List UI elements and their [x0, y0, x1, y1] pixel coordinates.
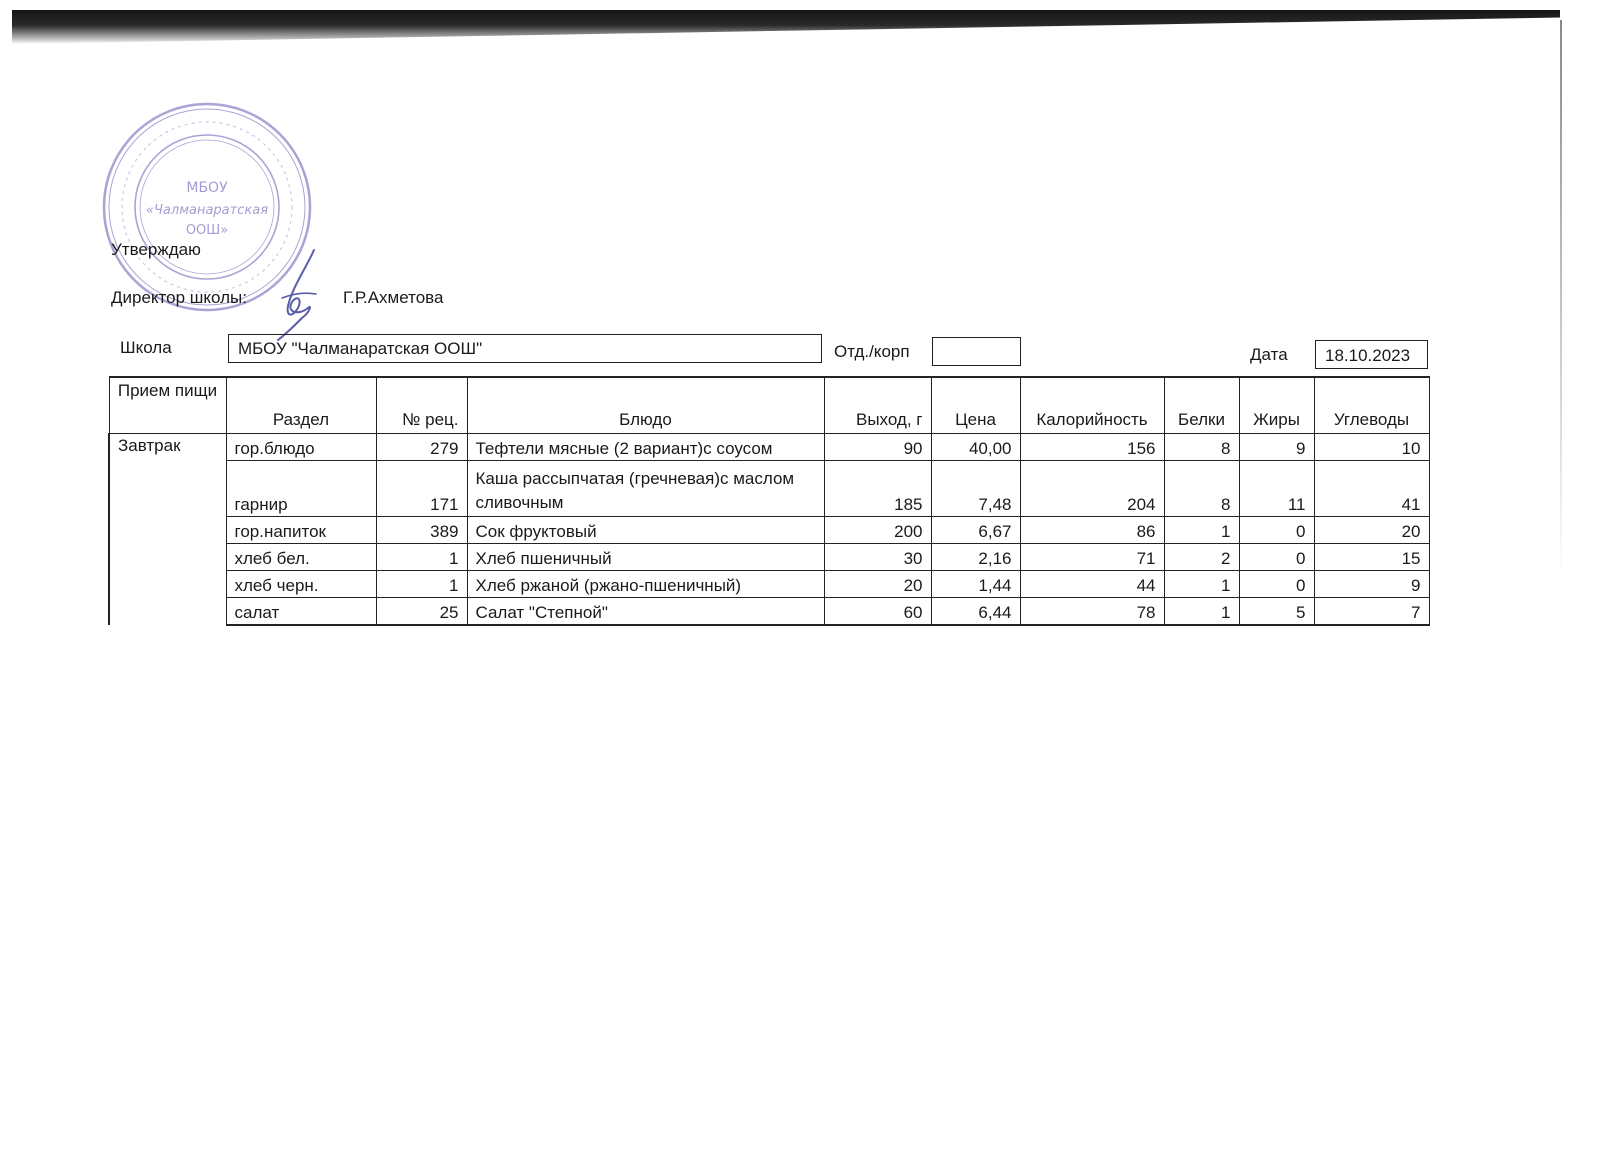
section-cell: гор.напиток [226, 517, 376, 544]
director-signature [262, 246, 334, 342]
stamp-line-3: ООШ» [185, 223, 229, 238]
yield-cell: 200 [824, 517, 931, 544]
meal-cell: Завтрак [109, 434, 226, 626]
school-label: Школа [120, 338, 172, 357]
calories-cell: 86 [1020, 517, 1164, 544]
protein-cell: 2 [1164, 544, 1239, 571]
recipe-cell: 279 [376, 434, 467, 461]
protein-cell: 1 [1164, 571, 1239, 598]
column-header: Выход, г [824, 377, 931, 434]
column-header: Цена [931, 377, 1020, 434]
price-cell: 40,00 [931, 434, 1020, 461]
calories-cell: 44 [1020, 571, 1164, 598]
dish-cell: Хлеб ржаной (ржано-пшеничный) [467, 571, 824, 598]
protein-cell: 8 [1164, 434, 1239, 461]
fat-cell: 9 [1239, 434, 1314, 461]
table-row [109, 571, 1429, 598]
calories-cell: 78 [1020, 598, 1164, 626]
protein-cell: 8 [1164, 461, 1239, 517]
yield-cell: 60 [824, 598, 931, 626]
dish-cell: Тефтели мясные (2 вариант)с соусом [467, 434, 824, 461]
recipe-cell: 171 [376, 461, 467, 517]
table-row [109, 461, 1429, 517]
carbs-cell: 41 [1314, 461, 1429, 517]
column-header: Прием пищи [109, 377, 226, 434]
table-row [109, 434, 1429, 461]
dish-cell: Салат "Степной" [467, 598, 824, 626]
table-row [109, 544, 1429, 571]
fat-cell: 0 [1239, 571, 1314, 598]
dish-cell: Хлеб пшеничный [467, 544, 824, 571]
carbs-cell: 10 [1314, 434, 1429, 461]
director-label: Директор школы: [111, 288, 247, 307]
approve-label: Утверждаю [111, 240, 201, 259]
carbs-cell: 20 [1314, 517, 1429, 544]
price-cell: 6,67 [931, 517, 1020, 544]
recipe-cell: 25 [376, 598, 467, 626]
calories-cell: 71 [1020, 544, 1164, 571]
dept-label: Отд./корп [834, 342, 910, 361]
school-field: МБОУ "Чалманаратская ООШ" [228, 334, 822, 363]
column-header: № рец. [376, 377, 467, 434]
column-header: Жиры [1239, 377, 1314, 434]
stamp-line-1: МБОУ [186, 180, 228, 196]
section-cell: гарнир [226, 461, 376, 517]
protein-cell: 1 [1164, 517, 1239, 544]
table-row [109, 598, 1429, 626]
price-cell: 1,44 [931, 571, 1020, 598]
dept-field [932, 337, 1021, 366]
section-cell: салат [226, 598, 376, 626]
price-cell: 2,16 [931, 544, 1020, 571]
column-header: Калорийность [1020, 377, 1164, 434]
yield-cell: 20 [824, 571, 931, 598]
director-name: Г.Р.Ахметова [343, 288, 444, 307]
yield-cell: 30 [824, 544, 931, 571]
date-label: Дата [1250, 345, 1288, 364]
carbs-cell: 9 [1314, 571, 1429, 598]
table-header-row [109, 377, 1429, 434]
column-header: Блюдо [467, 377, 824, 434]
scan-edge-shadow [12, 10, 1560, 44]
date-field: 18.10.2023 [1315, 340, 1428, 369]
dish-cell: Сок фруктовый [467, 517, 824, 544]
calories-cell: 204 [1020, 461, 1164, 517]
protein-cell: 1 [1164, 598, 1239, 626]
fat-cell: 11 [1239, 461, 1314, 517]
section-cell: хлеб бел. [226, 544, 376, 571]
yield-cell: 90 [824, 434, 931, 461]
recipe-cell: 1 [376, 571, 467, 598]
column-header: Углеводы [1314, 377, 1429, 434]
carbs-cell: 15 [1314, 544, 1429, 571]
yield-cell: 185 [824, 461, 931, 517]
menu-table [108, 376, 1430, 626]
table-row [109, 517, 1429, 544]
section-cell: хлеб черн. [226, 571, 376, 598]
dish-cell: Каша рассыпчатая (гречневая)с маслом сливочным [467, 461, 824, 517]
scan-right-edge [1560, 20, 1562, 580]
price-cell: 6,44 [931, 598, 1020, 626]
calories-cell: 156 [1020, 434, 1164, 461]
stamp-line-2: «Чалманаратская [145, 203, 269, 218]
column-header: Белки [1164, 377, 1239, 434]
column-header: Раздел [226, 377, 376, 434]
price-cell: 7,48 [931, 461, 1020, 517]
section-cell: гор.блюдо [226, 434, 376, 461]
recipe-cell: 1 [376, 544, 467, 571]
recipe-cell: 389 [376, 517, 467, 544]
carbs-cell: 7 [1314, 598, 1429, 626]
fat-cell: 0 [1239, 517, 1314, 544]
fat-cell: 0 [1239, 544, 1314, 571]
fat-cell: 5 [1239, 598, 1314, 626]
